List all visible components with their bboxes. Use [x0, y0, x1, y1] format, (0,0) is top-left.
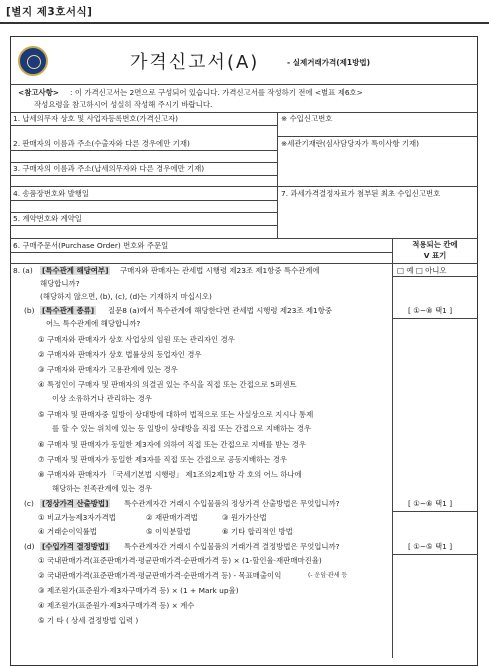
answer-column-header-2: V 표기: [423, 251, 447, 260]
q8a-tag: [특수관계 해당여부]: [42, 266, 109, 275]
q8b-number: (b): [24, 306, 35, 315]
answer-column-header-1: 적용되는 칸에: [412, 240, 458, 249]
q8d-item-3: ③ 제조원가(표준원가·제3자구매가격 등) × (1 + Mark up율): [38, 586, 239, 595]
q8a-answer-checkboxes[interactable]: □ 예 □ 아니오: [397, 266, 447, 275]
form-title: 가격신고서(A): [130, 52, 260, 73]
q8c-option-1: ① 비교가능제3자가격법: [38, 513, 116, 522]
divider: [10, 84, 478, 85]
field-7-label: 7. 과세가격결정자료가 첨부된 최초 수입신고번호: [281, 189, 441, 198]
q8b-item-5-cont: 를 할 수 있는 위치에 있는 등 일방이 상대방을 직접 또는 간접으로 지배하는 경우: [52, 424, 312, 433]
q8b-tag: [특수관계 종류]: [42, 306, 95, 315]
field-4-label: 4. 송품장번호와 발행일: [13, 189, 90, 198]
answer-column-divider: [392, 238, 393, 658]
form-subtitle: - 실제거래가격(제1방법): [287, 58, 371, 67]
q8c-number: (c): [24, 499, 34, 508]
customs-seal-logo: [18, 46, 48, 76]
q8a-note: (해당하지 않으면, (b), (c), (d)는 기재하지 마십시오): [40, 292, 212, 301]
q8b-item-8: ⑧ 구매자와 판매자가 「국세기본법 시행령」 제1조의2제1항 각 호의 어느 하나에: [38, 470, 302, 479]
q8b-item-1: ① 구매자와 판매자가 상호 사업상의 임원 또는 관리자인 경우: [38, 335, 235, 344]
notice-line2: 작성요령을 참고하시어 성실히 작성해 주시기 바랍니다.: [34, 100, 213, 109]
q8c-question: 특수관계자간 거래시 수입물품의 정상가격 산출방법은 무엇입니까?: [124, 499, 340, 508]
q8a-question-2: 해당합니까?: [40, 279, 80, 288]
field-6-label: 6. 구매주문서(Purchase Order) 번호와 주문일: [13, 241, 169, 250]
q8b-item-8-cont: 해당하는 친족관계에 있는 경우: [52, 484, 152, 493]
q8d-answer-field[interactable]: [ ①~⑤ 택1 ]: [408, 542, 453, 551]
q8d-item-2: ② 국내판매가격(표준판매가격·평균판매가격·순판매가격 등) - 목표매출이익: [38, 571, 282, 580]
q8b-question-2: 어느 특수관계에 해당합니까?: [46, 319, 141, 328]
q8c-tag: [정상가격 산출방법]: [42, 499, 109, 508]
q8c-option-4: ④ 거래순이익률법: [38, 527, 97, 536]
q8c-option-6: ⑥ 기타 합리적인 방법: [222, 527, 293, 536]
field-1-label: 1. 납세의무자 상호 및 사업자등록번호(가격신고자): [13, 114, 179, 123]
q8a-number: 8. (a): [13, 266, 33, 275]
form-label: [별지 제3호서식]: [6, 6, 93, 18]
import-declaration-no-label: ※ 수입신고번호: [281, 114, 333, 123]
q8b-item-6: ⑥ 구매자 및 판매자가 동일한 제3자에 의하여 직접 또는 간접으로 지배를 받는 경우: [38, 440, 306, 449]
q8d-item-5: ⑤ 기 타 ( 상세 결정방법 입력 ): [38, 616, 139, 625]
q8b-item-3: ③ 구매자와 판매자가 고용관계에 있는 경우: [38, 365, 178, 374]
q8d-tag: [수입가격 결정방법]: [42, 542, 109, 551]
q8a-question-1: 구매자와 판매자는 관세법 시행령 제23조 제1항중 특수관계에: [120, 266, 320, 275]
field-3-label: 3. 구매자의 이름과 주소(납세의무자와 다른 경우에만 기재): [13, 164, 205, 173]
q8c-option-5: ⑤ 이익분할법: [146, 527, 191, 536]
column-divider: [277, 112, 278, 238]
q8b-answer-field[interactable]: [ ①~⑧ 택1 ]: [408, 306, 453, 315]
q8b-question-1: 질문8 (a)에서 특수관계에 해당한다면 관세법 시행령 제23조 제1항중: [108, 306, 333, 315]
q8b-item-7: ⑦ 구매자 및 판매자가 동일한 제3자를 직접 또는 간접으로 공동지배하는 경우: [38, 455, 288, 464]
q8b-item-5: ⑤ 구매자 및 판매자중 일방이 상대방에 대하여 법적으로 또는 사실상으로 지시나 통제: [38, 410, 314, 419]
q8c-option-2: ② 재판매가격법: [146, 513, 198, 522]
q8d-item-2-note: (- 운임·관세 등: [308, 572, 348, 579]
q8d-question: 특수관계자간 거래시 수입물품의 거래가격 결정방법은 무엇입니까?: [124, 542, 340, 551]
q8b-item-4-cont: 이상 소유하거나 관리하는 경우: [52, 394, 152, 403]
q8b-item-2: ② 구매자와 판매자가 상호 법률상의 동업자인 경우: [38, 350, 202, 359]
q8c-option-3: ③ 원가가산법: [222, 513, 267, 522]
q8b-item-4: ④ 특정인이 구매자 및 판매자의 의결권 있는 주식을 직접 또는 간접으로 5퍼센트: [38, 380, 297, 389]
q8d-item-1: ① 국내판매가격(표준판매가격·평균판매가격·순판매가격 등) × (1-할인율·재판매마진율): [38, 556, 322, 565]
notice-line1: : 이 가격신고서는 2면으로 구성되어 있습니다. 가격신고서를 작성하기 전에 <별표 제6호>: [70, 88, 363, 97]
field-2-label: 2. 판매자의 이름과 주소(수출자와 다른 경우에만 기재): [13, 139, 190, 148]
notice-label: <참고사항>: [18, 88, 59, 97]
divider: [10, 112, 478, 113]
q8d-item-4: ④ 제조원가(표준원가·제3자구매가격 등) × 계수: [38, 601, 195, 610]
field-5-label: 5. 계약번호와 계약일: [13, 214, 82, 223]
header-divider: [0, 22, 489, 24]
customs-use-label: ※세관기재란(심사담당자가 특이사항 기재): [281, 139, 420, 148]
q8c-answer-field[interactable]: [ ①~⑥ 택1 ]: [408, 499, 453, 508]
q8d-number: (d): [24, 542, 35, 551]
